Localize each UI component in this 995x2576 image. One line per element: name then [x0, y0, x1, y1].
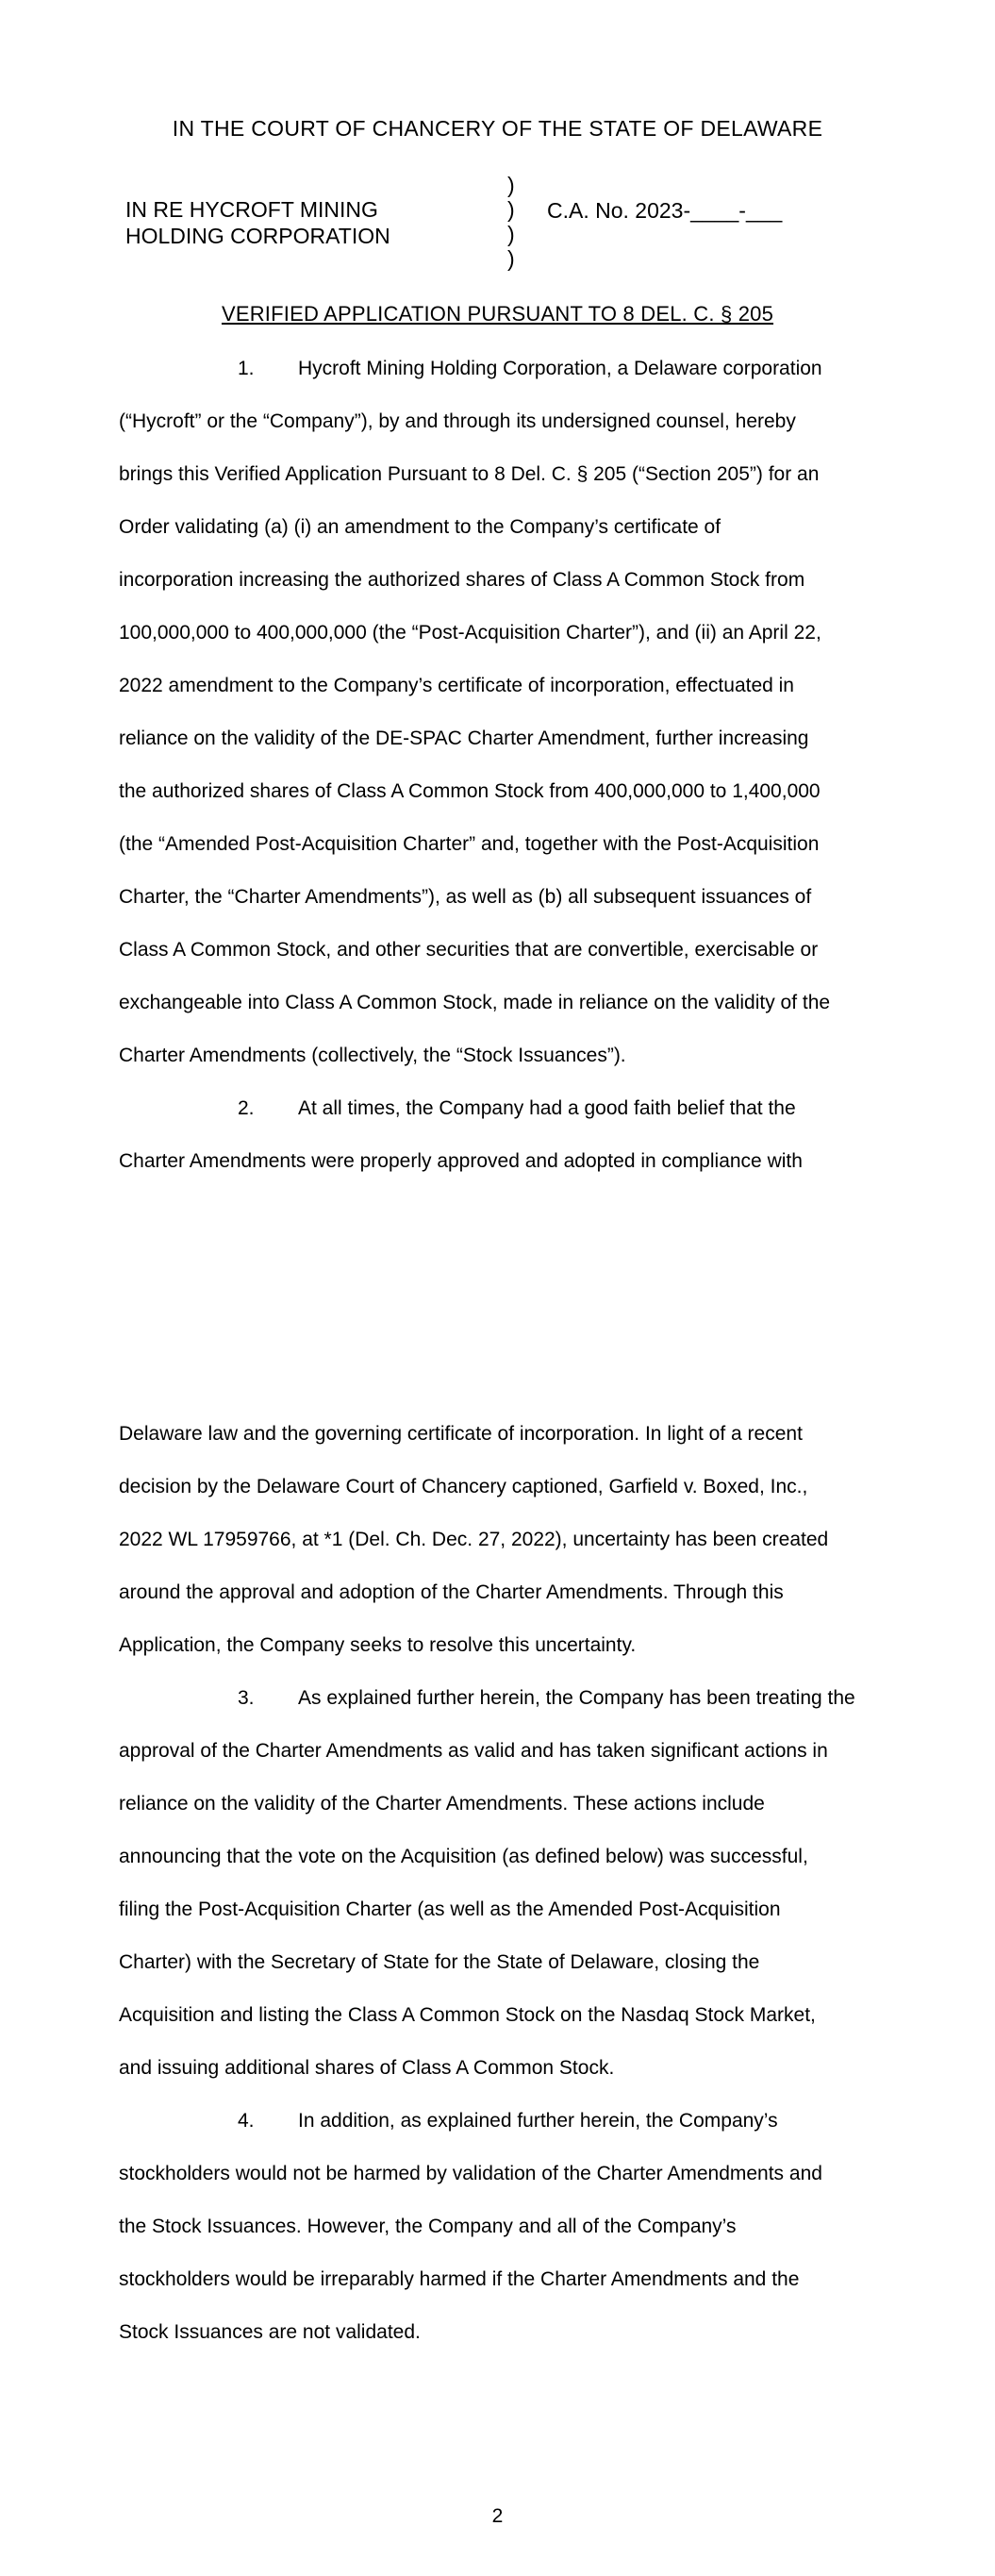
line-text: reliance on the validity of the DE-SPAC Charter Amendment, further increasing	[119, 728, 809, 749]
text-line	[119, 343, 883, 395]
text-line	[119, 1778, 883, 1831]
line-text: As explained further herein, the Company has been treating the	[298, 1687, 855, 1709]
line-text: around the approval and adoption of the Charter Amendments. Through this	[119, 1581, 784, 1603]
text-line	[119, 501, 883, 554]
line-text: Charter) with the Secretary of State for the State of Delaware, closing the	[119, 1951, 760, 1973]
text-line	[119, 1135, 883, 1188]
line-text: Delaware law and the governing certificate of incorporation. In light of a recent	[119, 1423, 803, 1445]
caption-paren: )	[507, 246, 515, 271]
text-line	[119, 395, 883, 448]
text-line	[119, 1029, 883, 1082]
line-text: decision by the Delaware Court of Chancery captioned, Garfield v. Boxed, Inc.,	[119, 1476, 808, 1497]
paragraph-number: 1.	[238, 358, 255, 379]
line-text: (“Hycroft” or the “Company”), by and through its undersigned counsel, hereby	[119, 410, 796, 432]
line-text: the Stock Issuances. However, the Company and all of the Company’s	[119, 2216, 737, 2237]
line-text: In addition, as explained further herein, the Company’s	[298, 2110, 778, 2132]
line-text: reliance on the validity of the Charter Amendments. These actions include	[119, 1793, 765, 1815]
text-line	[119, 2253, 883, 2306]
line-text: Class A Common Stock, and other securities that are convertible, exercisable or	[119, 939, 819, 961]
text-line	[119, 1408, 883, 1461]
text-line	[119, 1566, 883, 1619]
text-line	[119, 2095, 883, 2148]
text-line	[119, 977, 883, 1029]
line-text: exchangeable into Class A Common Stock, made in reliance on the validity of the	[119, 992, 831, 1013]
line-text: incorporation increasing the authorized shares of Class A Common Stock from	[119, 569, 805, 591]
text-line	[119, 2148, 883, 2200]
line-text: Stock Issuances are not validated.	[119, 2321, 421, 2343]
line-text: and issuing additional shares of Class A Common Stock.	[119, 2057, 615, 2079]
line-text: announcing that the vote on the Acquisition (as defined below) was successful,	[119, 1846, 808, 1867]
line-text: brings this Verified Application Pursuant to 8 Del. C. § 205 (“Section 205”) for an	[119, 463, 820, 485]
paragraph-number: 3.	[238, 1687, 255, 1709]
case-number: C.A. No. 2023-____-___	[547, 198, 783, 223]
caption-paren: )	[507, 173, 515, 197]
text-line	[119, 1831, 883, 1883]
line-text: 100,000,000 to 400,000,000 (the “Post-Acquisition Charter”), and (ii) an April 22,	[119, 622, 821, 644]
paragraph-number: 2.	[238, 1097, 255, 1119]
caption-paren: )	[507, 222, 515, 246]
body-text-block-2	[119, 1408, 883, 2359]
paragraph-number: 4.	[238, 2110, 255, 2132]
party-name-line-2: HOLDING CORPORATION	[125, 224, 390, 248]
text-line	[119, 1725, 883, 1778]
line-text: Charter Amendments were properly approved and adopted in compliance with	[119, 1150, 803, 1172]
line-text: Charter, the “Charter Amendments”), as well as (b) all subsequent issuances of	[119, 886, 812, 908]
text-line	[119, 448, 883, 501]
text-line	[119, 1619, 883, 1672]
text-line	[119, 554, 883, 607]
text-line	[119, 660, 883, 712]
body-text-block-1	[119, 343, 883, 1188]
page-number: 2	[491, 2505, 504, 2527]
line-text: Application, the Company seeks to resolve this uncertainty.	[119, 1634, 637, 1656]
text-line	[119, 607, 883, 660]
document-heading: VERIFIED APPLICATION PURSUANT TO 8 DEL. C. § 205	[221, 302, 774, 326]
line-text: Hycroft Mining Holding Corporation, a Delaware corporation	[298, 358, 822, 379]
text-line	[119, 2200, 883, 2253]
text-line	[119, 1936, 883, 1989]
line-text: (the “Amended Post-Acquisition Charter” and, together with the Post-Acquisition	[119, 833, 820, 855]
line-text: 2022 amendment to the Company’s certificate of incorporation, effectuated in	[119, 675, 794, 696]
text-line	[119, 1461, 883, 1514]
line-text: filing the Post-Acquisition Charter (as well as the Amended Post-Acquisition	[119, 1899, 781, 1920]
text-line	[119, 818, 883, 871]
line-text: the authorized shares of Class A Common Stock from 400,000,000 to 1,400,000	[119, 780, 821, 802]
text-line	[119, 2042, 883, 2095]
text-line	[119, 1514, 883, 1566]
caption-paren: )	[507, 197, 515, 222]
line-text: Charter Amendments (collectively, the “Stock Issuances”).	[119, 1045, 626, 1066]
text-line	[119, 1082, 883, 1135]
line-text: approval of the Charter Amendments as valid and has taken significant actions in	[119, 1740, 828, 1762]
line-text: 2022 WL 17959766, at *1 (Del. Ch. Dec. 27, 2022), uncertainty has been created	[119, 1529, 829, 1550]
line-text: Acquisition and listing the Class A Common Stock on the Nasdaq Stock Market,	[119, 2004, 816, 2026]
line-text: At all times, the Company had a good faith belief that the	[298, 1097, 796, 1119]
line-text: stockholders would be irreparably harmed if the Charter Amendments and the	[119, 2268, 800, 2290]
party-name-line-1: IN RE HYCROFT MINING	[125, 197, 378, 222]
text-line	[119, 871, 883, 924]
text-line	[119, 765, 883, 818]
text-line	[119, 1883, 883, 1936]
text-line	[119, 924, 883, 977]
line-text: stockholders would not be harmed by validation of the Charter Amendments and	[119, 2163, 822, 2184]
text-line	[119, 1672, 883, 1725]
caption-parentheses	[507, 173, 515, 271]
court-title: IN THE COURT OF CHANCERY OF THE STATE OF DELAWARE	[172, 116, 823, 141]
case-caption-party	[125, 196, 390, 249]
text-line	[119, 712, 883, 765]
text-line	[119, 1989, 883, 2042]
line-text: Order validating (a) (i) an amendment to the Company’s certificate of	[119, 516, 721, 538]
text-line	[119, 2306, 883, 2359]
